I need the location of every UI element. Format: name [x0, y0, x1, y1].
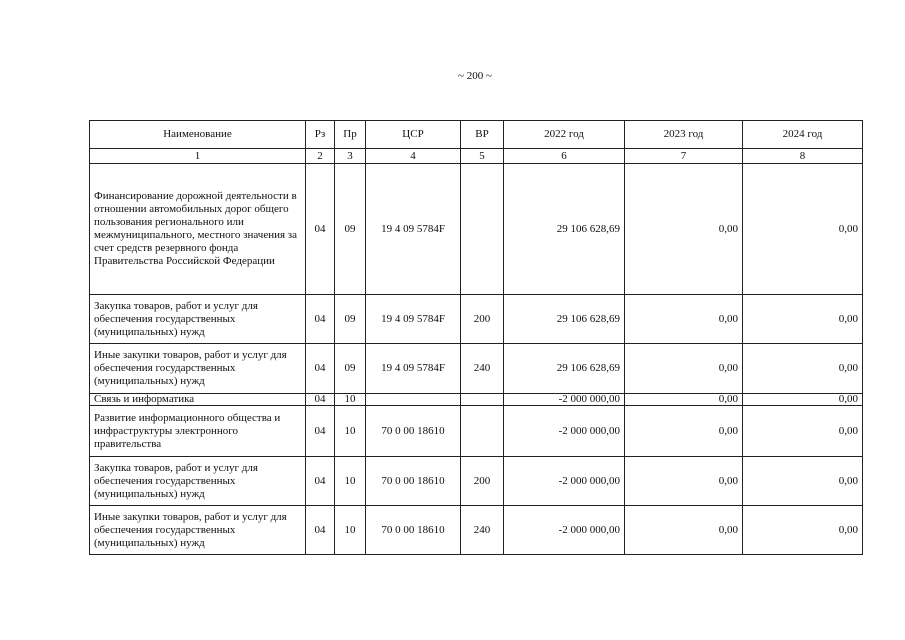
row-vr: 200: [461, 295, 504, 344]
header-2023: 2023 год: [625, 121, 743, 149]
row-rz: 04: [306, 506, 335, 555]
row-2022: 29 106 628,69: [504, 164, 625, 295]
row-pr: 09: [335, 295, 366, 344]
row-name: Иные закупки товаров, работ и услуг для обеспечения государственных (муниципальных) нужд: [90, 344, 306, 394]
header-pr: Пр: [335, 121, 366, 149]
row-2023: 0,00: [625, 164, 743, 295]
row-vr: 200: [461, 457, 504, 506]
row-pr: 09: [335, 344, 366, 394]
row-pr: 10: [335, 394, 366, 406]
header-csr: ЦСР: [366, 121, 461, 149]
row-pr: 10: [335, 457, 366, 506]
row-vr: [461, 394, 504, 406]
table-row: [90, 295, 863, 344]
row-csr: 70 0 00 18610: [366, 506, 461, 555]
header-2024: 2024 год: [743, 121, 863, 149]
row-name: Закупка товаров, работ и услуг для обеспечения государственных (муниципальных) нужд: [90, 457, 306, 506]
header-name: Наименование: [90, 121, 306, 149]
column-number: 5: [461, 149, 504, 164]
table-row: [90, 394, 863, 406]
row-2024: 0,00: [743, 344, 863, 394]
row-csr: [366, 394, 461, 406]
row-2022: -2 000 000,00: [504, 406, 625, 457]
row-rz: 04: [306, 164, 335, 295]
row-2023: 0,00: [625, 457, 743, 506]
header-rz: Рз: [306, 121, 335, 149]
row-rz: 04: [306, 457, 335, 506]
header-row: [90, 121, 863, 149]
row-vr: 240: [461, 344, 504, 394]
row-2023: 0,00: [625, 344, 743, 394]
page-number: ~ 200 ~: [458, 70, 492, 82]
header-vr: ВР: [461, 121, 504, 149]
row-pr: 09: [335, 164, 366, 295]
row-2024: 0,00: [743, 164, 863, 295]
column-number: 7: [625, 149, 743, 164]
row-csr: 19 4 09 5784F: [366, 164, 461, 295]
table-row: [90, 457, 863, 506]
column-number: 2: [306, 149, 335, 164]
budget-table: [89, 120, 863, 555]
row-2024: 0,00: [743, 295, 863, 344]
row-2024: 0,00: [743, 506, 863, 555]
row-rz: 04: [306, 406, 335, 457]
column-number-row: [90, 149, 863, 164]
table-row: [90, 164, 863, 295]
row-pr: 10: [335, 406, 366, 457]
row-2022: -2 000 000,00: [504, 506, 625, 555]
row-rz: 04: [306, 295, 335, 344]
row-pr: 10: [335, 506, 366, 555]
row-rz: 04: [306, 394, 335, 406]
row-2022: -2 000 000,00: [504, 394, 625, 406]
column-number: 6: [504, 149, 625, 164]
column-number: 3: [335, 149, 366, 164]
header-2022: 2022 год: [504, 121, 625, 149]
row-name: Иные закупки товаров, работ и услуг для обеспечения государственных (муниципальных) нужд: [90, 506, 306, 555]
row-name: Развитие информационного общества и инфраструктуры электронного правительства: [90, 406, 306, 457]
row-2023: 0,00: [625, 406, 743, 457]
row-csr: 70 0 00 18610: [366, 457, 461, 506]
table-row: [90, 406, 863, 457]
row-name: Связь и информатика: [90, 394, 306, 406]
table-row: [90, 344, 863, 394]
column-number: 8: [743, 149, 863, 164]
column-number: 1: [90, 149, 306, 164]
row-2022: -2 000 000,00: [504, 457, 625, 506]
row-2024: 0,00: [743, 394, 863, 406]
row-csr: 19 4 09 5784F: [366, 295, 461, 344]
row-csr: 19 4 09 5784F: [366, 344, 461, 394]
row-csr: 70 0 00 18610: [366, 406, 461, 457]
row-2024: 0,00: [743, 406, 863, 457]
row-2024: 0,00: [743, 457, 863, 506]
row-2023: 0,00: [625, 295, 743, 344]
row-vr: 240: [461, 506, 504, 555]
row-2023: 0,00: [625, 394, 743, 406]
row-vr: [461, 164, 504, 295]
row-2023: 0,00: [625, 506, 743, 555]
row-vr: [461, 406, 504, 457]
row-2022: 29 106 628,69: [504, 295, 625, 344]
row-name: Закупка товаров, работ и услуг для обеспечения государственных (муниципальных) нужд: [90, 295, 306, 344]
table-row: [90, 506, 863, 555]
row-name: Финансирование дорожной деятельности в отношении автомобильных дорог общего пользования регионального или межмуниципального, местного значения за счет средств резервного фонда Правительства Российской Федерации: [90, 164, 306, 295]
row-rz: 04: [306, 344, 335, 394]
column-number: 4: [366, 149, 461, 164]
row-2022: 29 106 628,69: [504, 344, 625, 394]
